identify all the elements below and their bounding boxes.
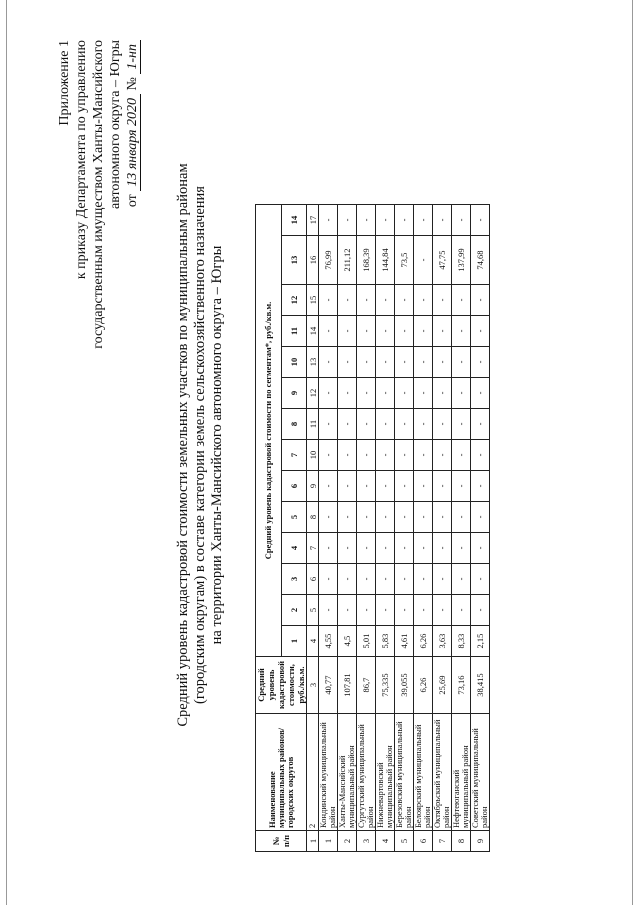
segment-value: -: [452, 409, 471, 440]
appendix-header: [56, 40, 141, 349]
segment-value: -: [414, 236, 433, 285]
segment-value: -: [433, 564, 452, 595]
segment-value: -: [376, 564, 395, 595]
table-row: [433, 205, 452, 852]
segment-value: -: [338, 378, 357, 409]
segment-value: -: [414, 595, 433, 626]
average-value: 6,26: [414, 657, 433, 714]
column-index: 14: [307, 316, 319, 347]
average-value: 38,415: [471, 657, 490, 714]
column-index: 6: [307, 564, 319, 595]
header-average: Средний уровень кадастровой стоимости, руб./кв.м.: [256, 657, 307, 714]
cadastral-table: [255, 204, 490, 852]
district-name: Березовский муниципальный район: [395, 714, 414, 831]
segment-value: -: [433, 347, 452, 378]
segment-value: -: [414, 205, 433, 236]
segment-value: -: [338, 440, 357, 471]
segment-value: -: [414, 378, 433, 409]
column-index: 5: [307, 595, 319, 626]
table-row: [395, 205, 414, 852]
segment-value: -: [395, 533, 414, 564]
row-number: 5: [395, 831, 414, 852]
district-name: Октябрьский муниципальный район: [433, 714, 452, 831]
header-name: Наименование муниципальных районов/городских округов: [256, 714, 307, 831]
row-number: 4: [376, 831, 395, 852]
segment-value: -: [452, 316, 471, 347]
segment-value: -: [414, 285, 433, 316]
table-row: [338, 205, 357, 852]
average-value: 39,055: [395, 657, 414, 714]
segment-value: -: [338, 347, 357, 378]
column-index: 7: [307, 533, 319, 564]
segment-value: -: [471, 285, 490, 316]
segment-label: 5: [281, 502, 307, 533]
column-index: 13: [307, 347, 319, 378]
segment-value: -: [319, 347, 338, 378]
segment-value: -: [452, 471, 471, 502]
district-name: Нефтеюганский муниципальный район: [452, 714, 471, 831]
segment-value: -: [433, 378, 452, 409]
average-value: 25,69: [433, 657, 452, 714]
segment-value: -: [395, 440, 414, 471]
segment-value: -: [452, 440, 471, 471]
segment-value: -: [471, 471, 490, 502]
district-name: Кондинский муниципальный район: [319, 714, 338, 831]
segment-value: -: [319, 595, 338, 626]
average-value: 75,335: [376, 657, 395, 714]
segment-value: 47,75: [433, 236, 452, 285]
segment-value: -: [395, 378, 414, 409]
segment-value: 2,15: [471, 626, 490, 657]
segment-label: 2: [281, 595, 307, 626]
segment-value: -: [471, 378, 490, 409]
segment-label: 12: [281, 285, 307, 316]
district-name: Белоярский муниципальный район: [414, 714, 433, 831]
segment-value: 73,5: [395, 236, 414, 285]
segment-value: -: [471, 533, 490, 564]
column-index: 3: [307, 657, 319, 714]
segment-value: 6,26: [414, 626, 433, 657]
segment-value: 5,83: [376, 626, 395, 657]
column-index: 11: [307, 409, 319, 440]
segment-value: -: [319, 378, 338, 409]
segment-label: 13: [281, 236, 307, 285]
handwritten-number: 1-нп: [125, 40, 141, 74]
segment-value: -: [395, 409, 414, 440]
segment-value: -: [395, 595, 414, 626]
segment-value: 74,68: [471, 236, 490, 285]
segment-value: -: [319, 533, 338, 564]
segment-value: -: [357, 316, 376, 347]
department-line: государственным имуществом Ханты-Мансийского: [91, 40, 106, 349]
segment-value: -: [338, 595, 357, 626]
appendix-label: Приложение 1: [57, 40, 72, 126]
segment-label: 11: [281, 316, 307, 347]
segment-value: -: [452, 533, 471, 564]
segment-value: -: [433, 409, 452, 440]
order-line: к приказу Департамента по управлению: [74, 40, 89, 280]
segment-value: -: [357, 533, 376, 564]
segment-value: -: [338, 316, 357, 347]
segment-value: -: [433, 533, 452, 564]
segment-value: 144,84: [376, 236, 395, 285]
segment-value: -: [338, 471, 357, 502]
segment-value: -: [452, 595, 471, 626]
segment-value: -: [395, 347, 414, 378]
segment-value: 4,61: [395, 626, 414, 657]
document-title: Средний уровень кадастровой стоимости земельных участков по муниципальным районам (городским округам) в составе категории земель сельскохозяйственного назначения на территории Ханты-Мансийского автономного округа – Югры: [175, 163, 225, 727]
segment-value: -: [319, 205, 338, 236]
handwritten-date: 13 января 2020: [125, 94, 141, 191]
table-header-row: [256, 205, 282, 852]
segment-value: -: [414, 564, 433, 595]
row-number: 2: [338, 831, 357, 852]
segment-label: 4: [281, 533, 307, 564]
region-line: автономного округа – Югры: [108, 40, 123, 209]
segment-value: -: [414, 409, 433, 440]
segment-value: -: [376, 471, 395, 502]
segment-value: -: [357, 378, 376, 409]
column-index: 1: [307, 831, 319, 852]
table-row: [319, 205, 338, 852]
column-index: 8: [307, 502, 319, 533]
district-name: Советский муниципальный район: [471, 714, 490, 831]
segment-value: -: [471, 502, 490, 533]
segment-value: -: [471, 205, 490, 236]
segment-value: -: [338, 564, 357, 595]
segment-value: -: [433, 205, 452, 236]
segment-value: -: [357, 205, 376, 236]
column-index: 10: [307, 440, 319, 471]
segment-value: 8,33: [452, 626, 471, 657]
segment-value: -: [433, 316, 452, 347]
column-index: 15: [307, 285, 319, 316]
column-index: 2: [307, 714, 319, 831]
table-row: [471, 205, 490, 852]
segment-value: -: [395, 316, 414, 347]
segment-value: -: [433, 502, 452, 533]
segment-value: -: [319, 409, 338, 440]
segment-value: -: [338, 409, 357, 440]
segment-value: -: [376, 316, 395, 347]
header-segments: Средний уровень кадастровой стоимости по сегментам*, руб./кв.м.: [256, 205, 282, 657]
segment-value: -: [471, 316, 490, 347]
segment-value: -: [376, 205, 395, 236]
segment-value: -: [452, 502, 471, 533]
segment-value: -: [376, 533, 395, 564]
segment-value: -: [357, 285, 376, 316]
segment-label: 9: [281, 378, 307, 409]
segment-value: 3,63: [433, 626, 452, 657]
segment-value: -: [376, 347, 395, 378]
table-row: [452, 205, 471, 852]
segment-value: 76,99: [319, 236, 338, 285]
segment-value: -: [395, 205, 414, 236]
segment-value: -: [433, 440, 452, 471]
segment-value: -: [319, 471, 338, 502]
segment-value: -: [452, 347, 471, 378]
segment-value: -: [319, 316, 338, 347]
district-name: Ханты-Мансийский муниципальный район: [338, 714, 357, 831]
column-index: 17: [307, 205, 319, 236]
segment-value: -: [357, 471, 376, 502]
header-number: № п/п: [256, 831, 307, 852]
segment-label: 10: [281, 347, 307, 378]
row-number: 6: [414, 831, 433, 852]
segment-value: -: [452, 285, 471, 316]
segment-value: -: [376, 440, 395, 471]
segment-value: -: [471, 409, 490, 440]
segment-value: -: [471, 440, 490, 471]
segment-value: -: [357, 564, 376, 595]
segment-value: -: [338, 533, 357, 564]
segment-value: -: [376, 409, 395, 440]
segment-value: 137,99: [452, 236, 471, 285]
segment-value: -: [414, 533, 433, 564]
segment-value: -: [338, 205, 357, 236]
segment-value: -: [319, 285, 338, 316]
row-number: 1: [319, 831, 338, 852]
segment-value: -: [414, 316, 433, 347]
segment-value: -: [433, 471, 452, 502]
row-number: 9: [471, 831, 490, 852]
table-row: [414, 205, 433, 852]
row-number: 3: [357, 831, 376, 852]
segment-value: -: [319, 502, 338, 533]
segment-value: -: [452, 205, 471, 236]
segment-value: -: [357, 347, 376, 378]
average-value: 40,77: [319, 657, 338, 714]
segment-value: -: [376, 378, 395, 409]
segment-value: -: [414, 471, 433, 502]
average-value: 107,81: [338, 657, 357, 714]
segment-value: -: [357, 409, 376, 440]
date-line: от 13 января 2020 № 1-нп: [124, 40, 141, 349]
segment-value: -: [452, 378, 471, 409]
segment-value: 168,39: [357, 236, 376, 285]
segment-value: -: [471, 595, 490, 626]
average-value: 86,7: [357, 657, 376, 714]
segment-value: -: [376, 595, 395, 626]
segment-value: -: [433, 285, 452, 316]
segment-value: -: [452, 564, 471, 595]
row-number: 7: [433, 831, 452, 852]
row-number: 8: [452, 831, 471, 852]
segment-value: -: [414, 440, 433, 471]
segment-value: -: [376, 285, 395, 316]
segment-value: 211,12: [338, 236, 357, 285]
segment-value: 4,55: [319, 626, 338, 657]
segment-value: -: [395, 564, 414, 595]
segment-value: -: [414, 347, 433, 378]
segment-label: 8: [281, 409, 307, 440]
segment-value: -: [319, 564, 338, 595]
segment-value: -: [376, 502, 395, 533]
segment-label: 1: [281, 626, 307, 657]
segment-value: -: [357, 502, 376, 533]
segment-value: -: [319, 440, 338, 471]
table-row: [357, 205, 376, 852]
average-value: 73,16: [452, 657, 471, 714]
segment-label: 7: [281, 440, 307, 471]
segment-value: -: [433, 595, 452, 626]
segment-label: 6: [281, 471, 307, 502]
segment-value: -: [471, 564, 490, 595]
segment-value: -: [395, 471, 414, 502]
segment-value: -: [395, 285, 414, 316]
column-index: 12: [307, 378, 319, 409]
segment-value: 4,5: [338, 626, 357, 657]
column-index: 16: [307, 236, 319, 285]
table-row: [376, 205, 395, 852]
column-index: 9: [307, 471, 319, 502]
column-index: 4: [307, 626, 319, 657]
segment-label: 3: [281, 564, 307, 595]
segment-label: 14: [281, 205, 307, 236]
segment-value: -: [338, 285, 357, 316]
segment-value: -: [471, 347, 490, 378]
segment-value: -: [414, 502, 433, 533]
segment-value: -: [357, 595, 376, 626]
district-name: Нижневартовский муниципальный район: [376, 714, 395, 831]
segment-value: -: [338, 502, 357, 533]
table-index-row: [307, 205, 319, 852]
segment-value: 5,01: [357, 626, 376, 657]
district-name: Сургутский муниципальный район: [357, 714, 376, 831]
segment-value: -: [395, 502, 414, 533]
segment-value: -: [357, 440, 376, 471]
